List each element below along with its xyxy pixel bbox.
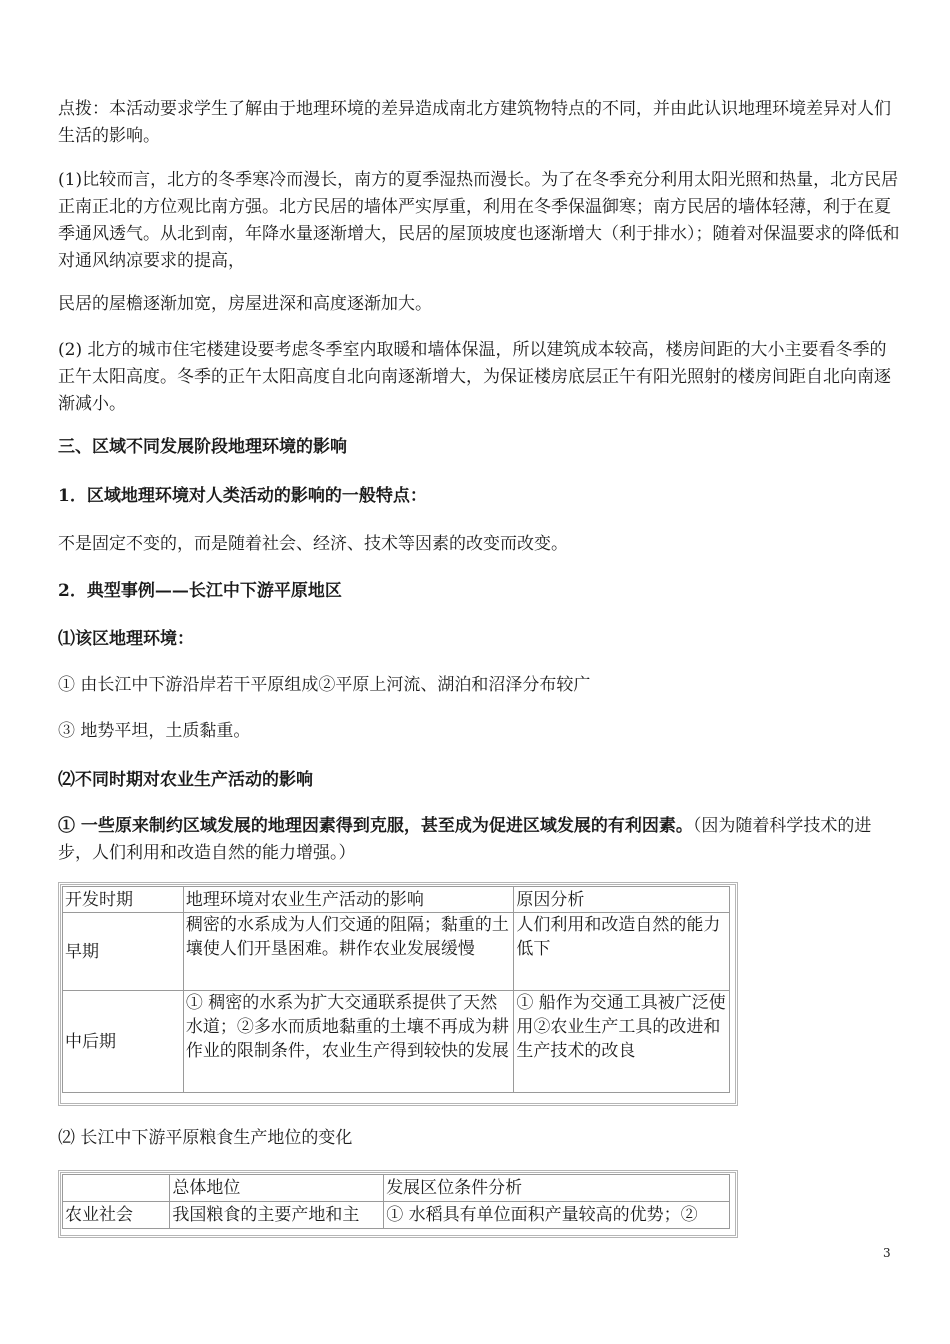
subheading-1: 1．区域地理环境对人类活动的影响的一般特点：	[58, 486, 427, 506]
table-header-cell	[63, 1175, 170, 1202]
table-header-cell: 总体地位	[170, 1175, 384, 1202]
table-cell: 中后期	[63, 991, 184, 1093]
paragraph-environment-1: ① 由长江中下游沿岸若干平原组成②平原上河流、湖泊和沼泽分布较广	[58, 675, 591, 695]
table-row	[63, 991, 730, 1093]
paragraph-answer-1: (1)比较而言，北方的冬季寒冷而漫长，南方的夏季湿热而漫长。为了在冬季充分利用太阳光照和热量，北方民居正南正北的方位观比南方强。北方民居的墙体严实厚重，利用在冬季保温御寒；南方民居的墙体轻薄，利于在夏季通风透气。从北到南，年降水量逐渐增大，民居的屋顶坡度也逐渐增大（利于排水）；随着对保温要求的降低和对通风纳凉要求的提高，	[58, 170, 900, 271]
paragraph-answer-2: (2) 北方的城市住宅楼建设要考虑冬季室内取暖和墙体保温，所以建筑成本较高，楼房间距的大小主要看冬季的正午太阳高度。冬季的正午太阳高度自北向南逐渐增大，为保证楼房底层正午有阳光照射的楼房间距自北向南逐渐减小。	[58, 340, 891, 414]
page-number: 3	[883, 1246, 891, 1260]
paragraph-general-feature: 不是固定不变的，而是随着社会、经济、技术等因素的改变而改变。	[58, 534, 568, 554]
paragraph-answer-1-cont: 民居的屋檐逐渐加宽，房屋进深和高度逐渐加大。	[58, 294, 432, 314]
influence-statement: ① 一些原来制约区域发展的地理因素得到克服，甚至成为促进区域发展的有利因素。	[58, 816, 693, 836]
table-cell: 人们利用和改造自然的能力低下	[514, 913, 730, 991]
development-table	[62, 886, 730, 1093]
table-row	[63, 1202, 730, 1229]
paragraph-environment-2: ③ 地势平坦，土质黏重。	[58, 721, 251, 741]
subheading-2-1: ⑴该区地理环境：	[58, 629, 194, 649]
table-cell: 我国粮食的主要产地和主	[170, 1202, 384, 1229]
section-heading-3: 三、区域不同发展阶段地理环境的影响	[58, 437, 347, 457]
table-header-cell: 原因分析	[514, 887, 730, 913]
subheading-2: 2．典型事例——长江中下游平原地区	[58, 581, 342, 601]
grain-table	[62, 1174, 730, 1229]
table-header-cell: 开发时期	[63, 887, 184, 913]
paragraph-influence-factors	[58, 813, 900, 867]
subheading-2-2: ⑵不同时期对农业生产活动的影响	[58, 770, 313, 790]
table-header-cell: 地理环境对农业生产活动的影响	[183, 887, 513, 913]
table-cell: ① 稠密的水系为扩大交通联系提供了天然水道；②多水而质地黏重的土壤不再成为耕作业的限制条件，农业生产得到较快的发展	[183, 991, 513, 1093]
table-cell: 农业社会	[63, 1202, 170, 1229]
table-row	[63, 913, 730, 991]
table-header-row	[63, 1175, 730, 1202]
table-cell: ① 船作为交通工具被广泛使用②农业生产工具的改进和生产技术的改良	[514, 991, 730, 1093]
table-header-cell: 发展区位条件分析	[384, 1175, 730, 1202]
table-cell: ① 水稻具有单位面积产量较高的优势；②	[384, 1202, 730, 1229]
table-header-row	[63, 887, 730, 913]
table-cell: 早期	[63, 913, 184, 991]
paragraph-grain-status: ⑵ 长江中下游平原粮食生产地位的变化	[58, 1128, 353, 1148]
paragraph-tip: 点拨：本活动要求学生了解由于地理环境的差异造成南北方建筑物特点的不同，并由此认识地理环境差异对人们生活的影响。	[58, 99, 891, 146]
table-cell: 稠密的水系成为人们交通的阻隔；黏重的土壤使人们开垦困难。耕作农业发展缓慢	[183, 913, 513, 991]
influence-reason: （因为随着科学技术的进步，人们利用和改造自然的能力增强。）	[58, 816, 872, 863]
